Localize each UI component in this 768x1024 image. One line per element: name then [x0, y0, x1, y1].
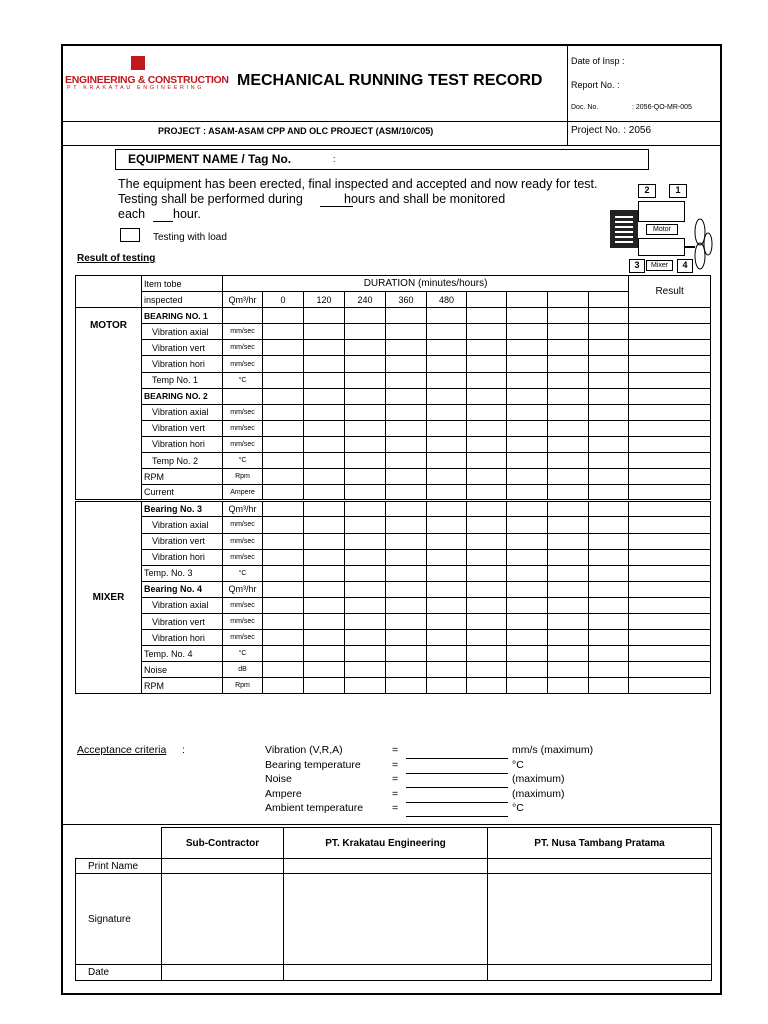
table-row: Vibration hori mm/sec — [76, 549, 711, 565]
mixer-body — [638, 238, 685, 256]
diagram-point-1: 1 — [669, 184, 687, 198]
mixer-label: Mixer — [646, 260, 673, 271]
report-no: Report No. : — [571, 80, 620, 90]
signature-krakatau[interactable] — [284, 874, 488, 965]
table-row: Temp. No. 4 °C — [76, 646, 711, 662]
table-row: Vibration axial mm/sec — [76, 597, 711, 613]
table-row: Temp. No. 3 °C — [76, 565, 711, 581]
doc-no-label: Doc. No. — [571, 104, 599, 111]
table-row — [76, 308, 711, 324]
duration-360: 360 — [386, 292, 427, 308]
date-nusa[interactable] — [488, 965, 712, 981]
mixer-blade-icon — [693, 218, 715, 270]
logo-line1: ENGINEERING & CONSTRUCTION — [65, 74, 229, 86]
hours-blank[interactable] — [320, 206, 353, 207]
ambient-temp-criteria-field[interactable] — [406, 816, 508, 817]
table-row: Vibration axial mm/sec — [76, 517, 711, 533]
qm-header: Qm³/hr — [223, 292, 263, 308]
bearing-temp-criteria-field[interactable] — [406, 773, 508, 774]
print-name-subcontractor[interactable] — [162, 859, 284, 874]
doc-no-value: : 2056-QO-MR-005 — [632, 104, 692, 111]
logo-line2: PT KRAKATAU ENGINEERING — [67, 85, 205, 91]
date-label: Date — [76, 965, 162, 981]
bearing2-label: BEARING NO. 2 — [142, 388, 223, 404]
date-subcontractor[interactable] — [162, 965, 284, 981]
table-row: Vibration axial mm/sec — [76, 324, 711, 340]
signoff-rule — [62, 824, 721, 825]
bearing1-label: BEARING NO. 1 — [142, 308, 223, 324]
signature-nusa[interactable] — [488, 874, 712, 965]
table-row: Vibration vert mm/sec — [76, 420, 711, 436]
table-row: Vibration vert mm/sec — [76, 340, 711, 356]
print-name-nusa[interactable] — [488, 859, 712, 874]
noise-criteria-field[interactable] — [406, 787, 508, 788]
table-row: MIXER Bearing No. 3 Qm³/hr — [76, 501, 711, 517]
motor-label: Motor — [646, 224, 678, 235]
table-row: Vibration hori mm/sec — [76, 436, 711, 452]
table-row: Vibration axial mm/sec — [76, 404, 711, 420]
company-logo-icon — [131, 56, 145, 70]
date-krakatau[interactable] — [284, 965, 488, 981]
testing-with-load-checkbox[interactable] — [120, 228, 140, 242]
table-row: Vibration vert mm/sec — [76, 533, 711, 549]
table-row: Temp No. 1 °C — [76, 372, 711, 388]
diagram-point-4: 4 — [677, 259, 693, 273]
header-rule — [62, 121, 721, 122]
bearing4-label: Bearing No. 4 — [142, 581, 223, 597]
table-row: Vibration hori mm/sec — [76, 630, 711, 646]
sub-contractor-header: Sub-Contractor — [162, 828, 284, 859]
statement-line3a: each — [118, 207, 146, 221]
bearing3-label: Bearing No. 3 — [142, 501, 223, 517]
results-table — [75, 275, 711, 694]
print-name-krakatau[interactable] — [284, 859, 488, 874]
statement-line2b: hours and shall be monitored — [344, 192, 506, 206]
signature-subcontractor[interactable] — [162, 874, 284, 965]
project-rule — [62, 145, 721, 146]
table-row: RPM Rpm — [76, 469, 711, 485]
signoff-table — [75, 827, 712, 981]
table-header-row — [76, 276, 711, 292]
project-no: Project No. : 2056 — [571, 125, 652, 136]
statement-line3b: hour. — [173, 207, 201, 221]
header-divider — [567, 45, 568, 146]
acceptance-colon: : — [182, 744, 185, 756]
ampere-criteria-field[interactable] — [406, 802, 508, 803]
table-row — [76, 388, 711, 404]
vibration-criteria-field[interactable] — [406, 758, 508, 759]
inspected: inspected — [142, 292, 223, 308]
table-row: Temp No. 2 °C — [76, 453, 711, 469]
diagram-point-2: 2 — [638, 184, 656, 198]
date-of-insp: Date of Insp : — [571, 56, 625, 66]
statement-line2a: Testing shall be performed during — [118, 192, 303, 206]
duration-header: DURATION (minutes/hours) — [223, 276, 629, 292]
result-header: Result — [629, 276, 711, 308]
project-name: PROJECT : ASAM-ASAM CPP AND OLC PROJECT (ASM/10/C05) — [158, 126, 434, 136]
table-row: Bearing No. 4 Qm³/hr — [76, 581, 711, 597]
equipment-name-colon: : — [333, 154, 336, 164]
page-title: MECHANICAL RUNNING TEST RECORD — [237, 72, 543, 89]
mixer-section-label: MIXER — [76, 501, 142, 694]
print-name-label: Print Name — [76, 859, 162, 874]
motor-body — [638, 201, 685, 222]
testing-with-load-label: Testing with load — [153, 232, 227, 243]
diagram-point-3: 3 — [629, 259, 645, 273]
acceptance-label: Acceptance criteria — [77, 744, 167, 756]
duration-0: 0 — [263, 292, 304, 308]
table-row: Vibration vert mm/sec — [76, 613, 711, 629]
nusa-header: PT. Nusa Tambang Pratama — [488, 828, 712, 859]
item-tobe: Item tobe — [142, 276, 223, 292]
duration-240: 240 — [345, 292, 386, 308]
table-row: Vibration hori mm/sec — [76, 356, 711, 372]
table-row: Current Ampere — [76, 485, 711, 501]
duration-480: 480 — [427, 292, 467, 308]
krakatau-header: PT. Krakatau Engineering — [284, 828, 488, 859]
duration-120: 120 — [304, 292, 345, 308]
motor-section-label: MOTOR — [76, 308, 142, 501]
results-heading: Result of testing — [77, 253, 156, 264]
signature-label: Signature — [76, 874, 162, 965]
table-row: RPM Rpm — [76, 678, 711, 694]
table-subheader-row — [76, 292, 711, 308]
statement-line1: The equipment has been erected, final inspected and accepted and now ready for test. — [118, 177, 598, 191]
table-row: Noise dB — [76, 662, 711, 678]
each-hour-blank[interactable] — [153, 221, 173, 222]
equipment-name-label: EQUIPMENT NAME / Tag No. — [128, 152, 292, 166]
